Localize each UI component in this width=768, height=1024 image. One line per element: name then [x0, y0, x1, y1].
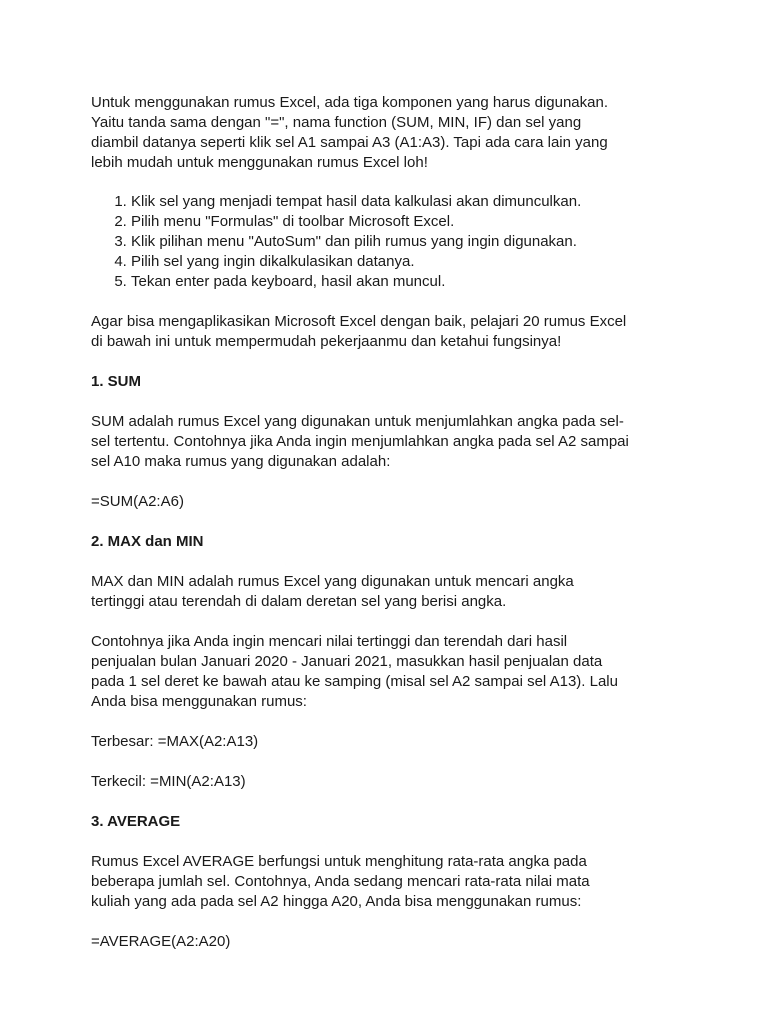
steps-list [91, 192, 681, 292]
list-item: 4. Pilih sel yang ingin dikalkulasikan datanya. [131, 252, 681, 272]
maxmin-description [91, 572, 681, 612]
average-formula: =AVERAGE(A2:A20) [91, 933, 231, 950]
maxmin-example-line: pada 1 sel deret ke bawah atau ke samping (misal sel A2 sampai sel A13). Lalu [91, 673, 618, 690]
section-heading-average: 3. AVERAGE [91, 813, 181, 830]
intro-paragraph [91, 93, 681, 173]
sum-line: SUM adalah rumus Excel yang digunakan untuk menjumlahkan angka pada sel- [91, 413, 624, 430]
outro-paragraph [91, 312, 681, 352]
sum-line: sel A10 maka rumus yang digunakan adalah: [91, 453, 391, 470]
sum-line: sel tertentu. Contohnya jika Anda ingin menjumlahkan angka pada sel A2 sampai [91, 433, 629, 450]
maxmin-example-line: Contohnya jika Anda ingin mencari nilai tertinggi dan terendah dari hasil [91, 633, 568, 650]
outro-line: Agar bisa mengaplikasikan Microsoft Excel dengan baik, pelajari 20 rumus Excel [91, 313, 627, 330]
min-formula: Terkecil: =MIN(A2:A13) [91, 773, 246, 790]
list-item: 3. Klik pilihan menu "AutoSum" dan pilih rumus yang ingin digunakan. [131, 232, 681, 252]
list-item: 5. Tekan enter pada keyboard, hasil akan muncul. [131, 272, 681, 292]
document-body [91, 93, 681, 952]
intro-line: lebih mudah untuk menggunakan rumus Excel loh! [91, 154, 428, 171]
sum-formula: =SUM(A2:A6) [91, 493, 184, 510]
section-heading-sum: 1. SUM [91, 373, 142, 390]
section-heading-maxmin: 2. MAX dan MIN [91, 533, 204, 550]
sum-description [91, 412, 681, 472]
maxmin-example-line: Anda bisa menggunakan rumus: [91, 693, 307, 710]
maxmin-example-line: penjualan bulan Januari 2020 - Januari 2021, masukkan hasil penjualan data [91, 653, 603, 670]
average-line: kuliah yang ada pada sel A2 hingga A20, Anda bisa menggunakan rumus: [91, 893, 582, 910]
average-line: Rumus Excel AVERAGE berfungsi untuk menghitung rata-rata angka pada [91, 853, 587, 870]
maxmin-line: MAX dan MIN adalah rumus Excel yang digunakan untuk mencari angka [91, 573, 574, 590]
intro-line: diambil datanya seperti klik sel A1 sampai A3 (A1:A3). Tapi ada cara lain yang [91, 134, 608, 151]
maxmin-example [91, 632, 681, 712]
list-item: 2. Pilih menu "Formulas" di toolbar Microsoft Excel. [131, 212, 681, 232]
intro-line: Yaitu tanda sama dengan "=", nama function (SUM, MIN, IF) dan sel yang [91, 114, 582, 131]
average-description [91, 852, 681, 912]
maxmin-line: tertinggi atau terendah di dalam deretan sel yang berisi angka. [91, 593, 507, 610]
list-item: 1. Klik sel yang menjadi tempat hasil data kalkulasi akan dimunculkan. [131, 192, 681, 212]
outro-line: di bawah ini untuk mempermudah pekerjaanmu dan ketahui fungsinya! [91, 333, 562, 350]
average-line: beberapa jumlah sel. Contohnya, Anda sedang mencari rata-rata nilai mata [91, 873, 590, 890]
max-formula: Terbesar: =MAX(A2:A13) [91, 733, 259, 750]
intro-line: Untuk menggunakan rumus Excel, ada tiga komponen yang harus digunakan. [91, 94, 608, 111]
